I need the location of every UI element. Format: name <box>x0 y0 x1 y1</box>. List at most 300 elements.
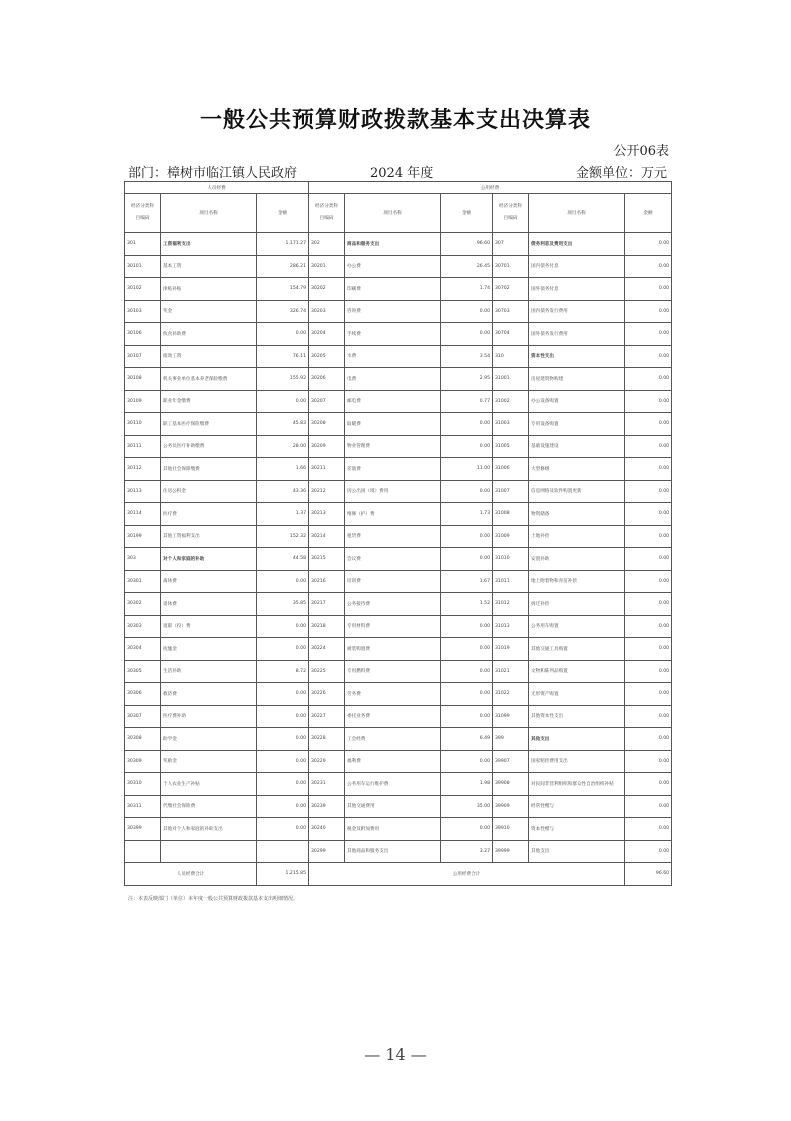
item-cell: 地上附着物和青苗补偿 <box>529 570 625 593</box>
item-header: 项目名称 <box>161 194 257 233</box>
amount-cell: 43.36 <box>257 480 309 503</box>
code-cell: 30201 <box>309 255 345 278</box>
amount-cell: 0.00 <box>625 525 672 548</box>
item-cell: 债务利息及费用支出 <box>529 233 625 256</box>
item-cell: 被装购置费 <box>345 638 441 661</box>
table-row <box>125 683 672 706</box>
item-cell: 办公费 <box>345 255 441 278</box>
amount-cell: 0.00 <box>257 705 309 728</box>
table-row <box>125 435 672 458</box>
code-cell: 30206 <box>309 368 345 391</box>
item-cell: 国外债务发行费用 <box>529 323 625 346</box>
item-cell: 专用燃料费 <box>345 660 441 683</box>
amount-cell: 0.00 <box>257 390 309 413</box>
amount-cell: 0.00 <box>625 773 672 796</box>
table-row <box>125 480 672 503</box>
table-row <box>125 503 672 526</box>
item-cell: 工会经费 <box>345 728 441 751</box>
code-cell: 30216 <box>309 570 345 593</box>
item-cell: 救济费 <box>161 683 257 706</box>
item-cell: 退职（役）费 <box>161 615 257 638</box>
code-cell: 31021 <box>493 660 529 683</box>
code-cell: 30303 <box>125 615 161 638</box>
amount-cell: 0.00 <box>441 750 493 773</box>
amount-cell: 1.67 <box>441 570 493 593</box>
code-cell: 31010 <box>493 548 529 571</box>
amount-cell: 0.77 <box>441 390 493 413</box>
code-cell: 301 <box>125 233 161 256</box>
amount-cell: 0.00 <box>441 818 493 841</box>
item-cell: 助学金 <box>161 728 257 751</box>
item-cell: 培训费 <box>345 570 441 593</box>
table-row <box>125 593 672 616</box>
amount-cell: 1.37 <box>257 503 309 526</box>
item-cell: 委托业务费 <box>345 705 441 728</box>
code-cell: 30231 <box>309 773 345 796</box>
page-number: — 14 — <box>364 1045 427 1064</box>
item-cell: 基础设施建设 <box>529 435 625 458</box>
column-header-row <box>125 194 672 233</box>
amount-cell: 154.79 <box>257 278 309 301</box>
item-cell: 公务接待费 <box>345 593 441 616</box>
code-cell: 30208 <box>309 413 345 436</box>
table-row <box>125 570 672 593</box>
amount-cell: 1.52 <box>441 593 493 616</box>
code-cell: 30224 <box>309 638 345 661</box>
amount-cell: 0.00 <box>625 728 672 751</box>
item-cell: 土地补偿 <box>529 525 625 548</box>
code-header: 经济分类科 目编码 <box>493 194 529 233</box>
table-row <box>125 525 672 548</box>
code-cell: 30108 <box>125 368 161 391</box>
amount-cell: 3.27 <box>441 840 493 863</box>
item-cell: 个人农业生产补贴 <box>161 773 257 796</box>
item-cell: 福利费 <box>345 750 441 773</box>
code-cell: 30212 <box>309 480 345 503</box>
amount-cell: 1.66 <box>257 458 309 481</box>
amount-cell: 0.00 <box>441 413 493 436</box>
table-row <box>125 773 672 796</box>
item-cell: 医疗费 <box>161 503 257 526</box>
code-cell: 30704 <box>493 323 529 346</box>
item-cell: 取暖费 <box>345 413 441 436</box>
code-cell: 30307 <box>125 705 161 728</box>
code-cell: 30203 <box>309 300 345 323</box>
item-cell: 电费 <box>345 368 441 391</box>
amount-cell: 0.00 <box>625 368 672 391</box>
amount-cell: 0.00 <box>625 593 672 616</box>
table-row <box>125 728 672 751</box>
amount-cell: 0.00 <box>257 795 309 818</box>
item-cell: 资本性支出 <box>529 345 625 368</box>
item-cell: 物资储备 <box>529 503 625 526</box>
code-cell: 31011 <box>493 570 529 593</box>
item-cell: 职业年金缴费 <box>161 390 257 413</box>
item-cell: 其他支出 <box>529 840 625 863</box>
page-title: 一般公共预算财政拨款基本支出决算表 <box>199 108 591 133</box>
amount-cell: 0.00 <box>625 503 672 526</box>
item-cell: 公务员医疗补助缴费 <box>161 435 257 458</box>
unit-label: 金额单位：万元 <box>575 166 667 181</box>
item-cell: 手续费 <box>345 323 441 346</box>
code-cell: 30107 <box>125 345 161 368</box>
item-cell: 退休费 <box>161 593 257 616</box>
amount-cell: 0.00 <box>441 300 493 323</box>
footnote: 注：本表反映部门（单位）本年度一般公共预算财政拨款基本支出明细情况。 <box>128 896 299 902</box>
amount-cell: 0.00 <box>625 278 672 301</box>
amount-cell: 0.00 <box>441 525 493 548</box>
code-cell: 30229 <box>309 750 345 773</box>
amount-cell: 326.74 <box>257 300 309 323</box>
code-cell: 30215 <box>309 548 345 571</box>
code-cell: 30304 <box>125 638 161 661</box>
table-row <box>125 233 672 256</box>
amount-cell: 0.00 <box>441 548 493 571</box>
item-cell: 房屋建筑物购建 <box>529 368 625 391</box>
group-header-row <box>125 182 672 194</box>
code-cell: 399 <box>493 728 529 751</box>
amount-cell: 0.00 <box>625 435 672 458</box>
item-cell: 职工基本医疗保险缴费 <box>161 413 257 436</box>
item-cell: 国外债务付息 <box>529 278 625 301</box>
table-row <box>125 840 672 863</box>
amount-cell: 0.00 <box>441 660 493 683</box>
item-cell: 绩效工资 <box>161 345 257 368</box>
code-cell: 30109 <box>125 390 161 413</box>
amount-cell: 0.00 <box>625 300 672 323</box>
amount-cell: 35.85 <box>257 593 309 616</box>
code-cell: 30301 <box>125 570 161 593</box>
code-cell: 30202 <box>309 278 345 301</box>
code-cell: 30240 <box>309 818 345 841</box>
amount-cell: 0.00 <box>625 638 672 661</box>
item-cell: 对个人和家庭的补助 <box>161 548 257 571</box>
personnel-total-value: 1,215.85 <box>257 863 309 886</box>
item-cell: 公务用车运行维护费 <box>345 773 441 796</box>
item-cell: 大型修缮 <box>529 458 625 481</box>
amount-cell: 0.00 <box>257 615 309 638</box>
code-cell: 31019 <box>493 638 529 661</box>
table-row <box>125 818 672 841</box>
amount-cell: 1.98 <box>441 773 493 796</box>
item-cell: 其他资本性支出 <box>529 705 625 728</box>
amount-cell: 0.00 <box>625 840 672 863</box>
code-cell: 30308 <box>125 728 161 751</box>
code-cell: 31001 <box>493 368 529 391</box>
code-cell: 30209 <box>309 435 345 458</box>
item-cell: 水费 <box>345 345 441 368</box>
code-cell: 31013 <box>493 615 529 638</box>
item-cell: 无形资产购置 <box>529 683 625 706</box>
code-cell: 30113 <box>125 480 161 503</box>
item-cell: 安置补助 <box>529 548 625 571</box>
code-cell: 31006 <box>493 458 529 481</box>
code-cell: 30217 <box>309 593 345 616</box>
item-cell: 维修（护）费 <box>345 503 441 526</box>
amount-cell: 28.00 <box>257 435 309 458</box>
amount-cell: 286.21 <box>257 255 309 278</box>
item-cell: 劳务费 <box>345 683 441 706</box>
item-cell: 物业管理费 <box>345 435 441 458</box>
code-cell: 310 <box>493 345 529 368</box>
amount-cell: 76.11 <box>257 345 309 368</box>
code-cell: 30101 <box>125 255 161 278</box>
amount-cell: 0.00 <box>441 705 493 728</box>
item-header: 项目名称 <box>529 194 625 233</box>
code-cell: 31012 <box>493 593 529 616</box>
amount-header: 金额 <box>625 194 672 233</box>
year-label: 2024 年度 <box>370 166 434 181</box>
amount-cell: 0.00 <box>625 413 672 436</box>
code-cell: 30239 <box>309 795 345 818</box>
code-cell: 39999 <box>493 840 529 863</box>
item-cell: 机关事业单位基本养老保险缴费 <box>161 368 257 391</box>
code-cell: 30211 <box>309 458 345 481</box>
amount-cell: 26.45 <box>441 255 493 278</box>
code-cell: 30309 <box>125 750 161 773</box>
amount-cell: 35.00 <box>441 795 493 818</box>
table-row <box>125 278 672 301</box>
table-row <box>125 323 672 346</box>
item-cell: 印刷费 <box>345 278 441 301</box>
item-cell: 专用设备购置 <box>529 413 625 436</box>
code-cell: 30106 <box>125 323 161 346</box>
item-cell: 信息网络及软件购置更新 <box>529 480 625 503</box>
code-cell: 31005 <box>493 435 529 458</box>
amount-cell <box>257 840 309 863</box>
item-cell: 离休费 <box>161 570 257 593</box>
amount-cell: 0.00 <box>257 683 309 706</box>
totals-row <box>125 863 672 886</box>
code-cell: 30102 <box>125 278 161 301</box>
item-cell: 国内债务付息 <box>529 255 625 278</box>
item-cell: 因公出国（境）费用 <box>345 480 441 503</box>
amount-cell: 3.54 <box>441 345 493 368</box>
item-cell: 资本性赠与 <box>529 818 625 841</box>
item-cell: 津贴补贴 <box>161 278 257 301</box>
table-row <box>125 390 672 413</box>
code-cell: 31009 <box>493 525 529 548</box>
amount-cell: 0.00 <box>441 683 493 706</box>
item-cell: 差旅费 <box>345 458 441 481</box>
amount-cell: 45.83 <box>257 413 309 436</box>
department-label: 部门：樟树市临江镇人民政府 <box>128 166 298 181</box>
amount-cell: 0.00 <box>441 435 493 458</box>
table-row <box>125 345 672 368</box>
amount-cell: 96.60 <box>441 233 493 256</box>
item-cell: 咨询费 <box>345 300 441 323</box>
item-cell <box>161 840 257 863</box>
code-cell: 31003 <box>493 413 529 436</box>
item-cell: 邮电费 <box>345 390 441 413</box>
item-cell: 其他交通费用 <box>345 795 441 818</box>
item-cell: 奖励金 <box>161 750 257 773</box>
amount-cell: 6.49 <box>441 728 493 751</box>
amount-cell: 0.00 <box>625 548 672 571</box>
item-cell: 专用材料费 <box>345 615 441 638</box>
amount-cell: 152.32 <box>257 525 309 548</box>
item-cell: 对民间非营利组织和群众性自治组织补贴 <box>529 773 625 796</box>
code-cell: 30205 <box>309 345 345 368</box>
amount-cell: 0.00 <box>625 818 672 841</box>
code-cell: 30213 <box>309 503 345 526</box>
public-total-label: 公用经费合计 <box>309 863 625 886</box>
amount-cell: 44.58 <box>257 548 309 571</box>
table-row <box>125 458 672 481</box>
amount-cell: 0.00 <box>625 683 672 706</box>
code-cell: 30111 <box>125 435 161 458</box>
expenditure-table <box>124 181 672 886</box>
amount-cell: 1.73 <box>441 503 493 526</box>
code-header: 经济分类科 目编码 <box>125 194 161 233</box>
item-cell: 文物和陈列品购置 <box>529 660 625 683</box>
item-cell: 伙食补助费 <box>161 323 257 346</box>
code-cell: 30299 <box>309 840 345 863</box>
amount-cell: 2.95 <box>441 368 493 391</box>
code-cell: 31007 <box>493 480 529 503</box>
code-cell: 30701 <box>493 255 529 278</box>
code-cell: 30310 <box>125 773 161 796</box>
code-cell: 30228 <box>309 728 345 751</box>
code-cell: 302 <box>309 233 345 256</box>
code-cell: 30207 <box>309 390 345 413</box>
item-cell: 租赁费 <box>345 525 441 548</box>
code-header: 经济分类科 目编码 <box>309 194 345 233</box>
amount-cell: 0.00 <box>257 728 309 751</box>
amount-cell: 0.00 <box>625 750 672 773</box>
code-cell: 30214 <box>309 525 345 548</box>
table-row <box>125 705 672 728</box>
table-row <box>125 548 672 571</box>
amount-cell: 0.00 <box>257 323 309 346</box>
amount-cell: 0.00 <box>625 705 672 728</box>
code-cell: 31099 <box>493 705 529 728</box>
amount-cell: 11.00 <box>441 458 493 481</box>
table-row <box>125 795 672 818</box>
item-cell: 其他支出 <box>529 728 625 751</box>
amount-cell: 0.00 <box>625 615 672 638</box>
amount-cell: 155.92 <box>257 368 309 391</box>
item-cell: 抚恤金 <box>161 638 257 661</box>
item-cell: 公务用车购置 <box>529 615 625 638</box>
code-cell: 30305 <box>125 660 161 683</box>
amount-cell: 0.00 <box>257 638 309 661</box>
amount-cell: 0.00 <box>625 390 672 413</box>
amount-cell: 8.72 <box>257 660 309 683</box>
item-cell: 其他商品和服务支出 <box>345 840 441 863</box>
item-cell: 工资福利支出 <box>161 233 257 256</box>
table-row <box>125 300 672 323</box>
item-cell: 拆迁补偿 <box>529 593 625 616</box>
table-row <box>125 413 672 436</box>
item-cell: 国内债务发行费用 <box>529 300 625 323</box>
item-cell: 基本工资 <box>161 255 257 278</box>
code-cell: 31022 <box>493 683 529 706</box>
code-cell: 30225 <box>309 660 345 683</box>
amount-cell: 0.00 <box>257 818 309 841</box>
item-cell: 其他交通工具购置 <box>529 638 625 661</box>
item-cell: 其他对个人和家庭的补助支出 <box>161 818 257 841</box>
code-cell: 30199 <box>125 525 161 548</box>
amount-cell: 0.00 <box>441 323 493 346</box>
code-cell: 30227 <box>309 705 345 728</box>
code-cell: 30218 <box>309 615 345 638</box>
code-cell: 30399 <box>125 818 161 841</box>
code-cell: 30302 <box>125 593 161 616</box>
item-cell: 奖金 <box>161 300 257 323</box>
amount-cell: 0.00 <box>625 458 672 481</box>
item-cell: 生活补助 <box>161 660 257 683</box>
item-cell: 代缴社会保险费 <box>161 795 257 818</box>
item-header: 项目名称 <box>345 194 441 233</box>
item-cell: 国家赔偿费用支出 <box>529 750 625 773</box>
code-cell: 30110 <box>125 413 161 436</box>
code-cell: 303 <box>125 548 161 571</box>
code-cell: 31002 <box>493 390 529 413</box>
code-cell: 307 <box>493 233 529 256</box>
amount-header: 金额 <box>257 194 309 233</box>
public-total-value: 96.60 <box>625 863 672 886</box>
code-cell: 30204 <box>309 323 345 346</box>
amount-cell: 0.00 <box>625 480 672 503</box>
item-cell: 会议费 <box>345 548 441 571</box>
item-cell: 税金及附加费用 <box>345 818 441 841</box>
table-row <box>125 255 672 278</box>
item-cell: 医疗费补助 <box>161 705 257 728</box>
amount-cell: 0.00 <box>625 323 672 346</box>
code-cell: 30103 <box>125 300 161 323</box>
form-number: 公开06表 <box>613 144 669 159</box>
amount-cell: 0.00 <box>257 570 309 593</box>
code-cell: 39908 <box>493 773 529 796</box>
code-cell: 30702 <box>493 278 529 301</box>
amount-cell: 0.00 <box>625 660 672 683</box>
item-cell: 商品和服务支出 <box>345 233 441 256</box>
table-row <box>125 615 672 638</box>
table-row <box>125 638 672 661</box>
item-cell: 住房公积金 <box>161 480 257 503</box>
amount-cell: 0.00 <box>441 615 493 638</box>
public-group-header: 公用经费 <box>309 182 672 194</box>
code-cell: 31008 <box>493 503 529 526</box>
table-row <box>125 750 672 773</box>
personnel-group-header: 人员经费 <box>125 182 309 194</box>
amount-cell: 0.00 <box>257 773 309 796</box>
item-cell: 办公设备购置 <box>529 390 625 413</box>
code-cell <box>125 840 161 863</box>
amount-cell: 0.00 <box>257 750 309 773</box>
amount-cell: 0.00 <box>625 795 672 818</box>
amount-cell: 0.00 <box>625 570 672 593</box>
item-cell: 其他社会保障缴费 <box>161 458 257 481</box>
amount-cell: 1.74 <box>441 278 493 301</box>
code-cell: 30226 <box>309 683 345 706</box>
code-cell: 30112 <box>125 458 161 481</box>
code-cell: 39909 <box>493 795 529 818</box>
table-row <box>125 368 672 391</box>
code-cell: 30114 <box>125 503 161 526</box>
amount-cell: 0.00 <box>625 345 672 368</box>
code-cell: 30311 <box>125 795 161 818</box>
amount-header: 金额 <box>441 194 493 233</box>
amount-cell: 1,171.27 <box>257 233 309 256</box>
item-cell: 其他工资福利支出 <box>161 525 257 548</box>
code-cell: 30306 <box>125 683 161 706</box>
item-cell: 经常性赠与 <box>529 795 625 818</box>
amount-cell: 0.00 <box>625 255 672 278</box>
amount-cell: 0.00 <box>441 638 493 661</box>
amount-cell: 0.00 <box>625 233 672 256</box>
